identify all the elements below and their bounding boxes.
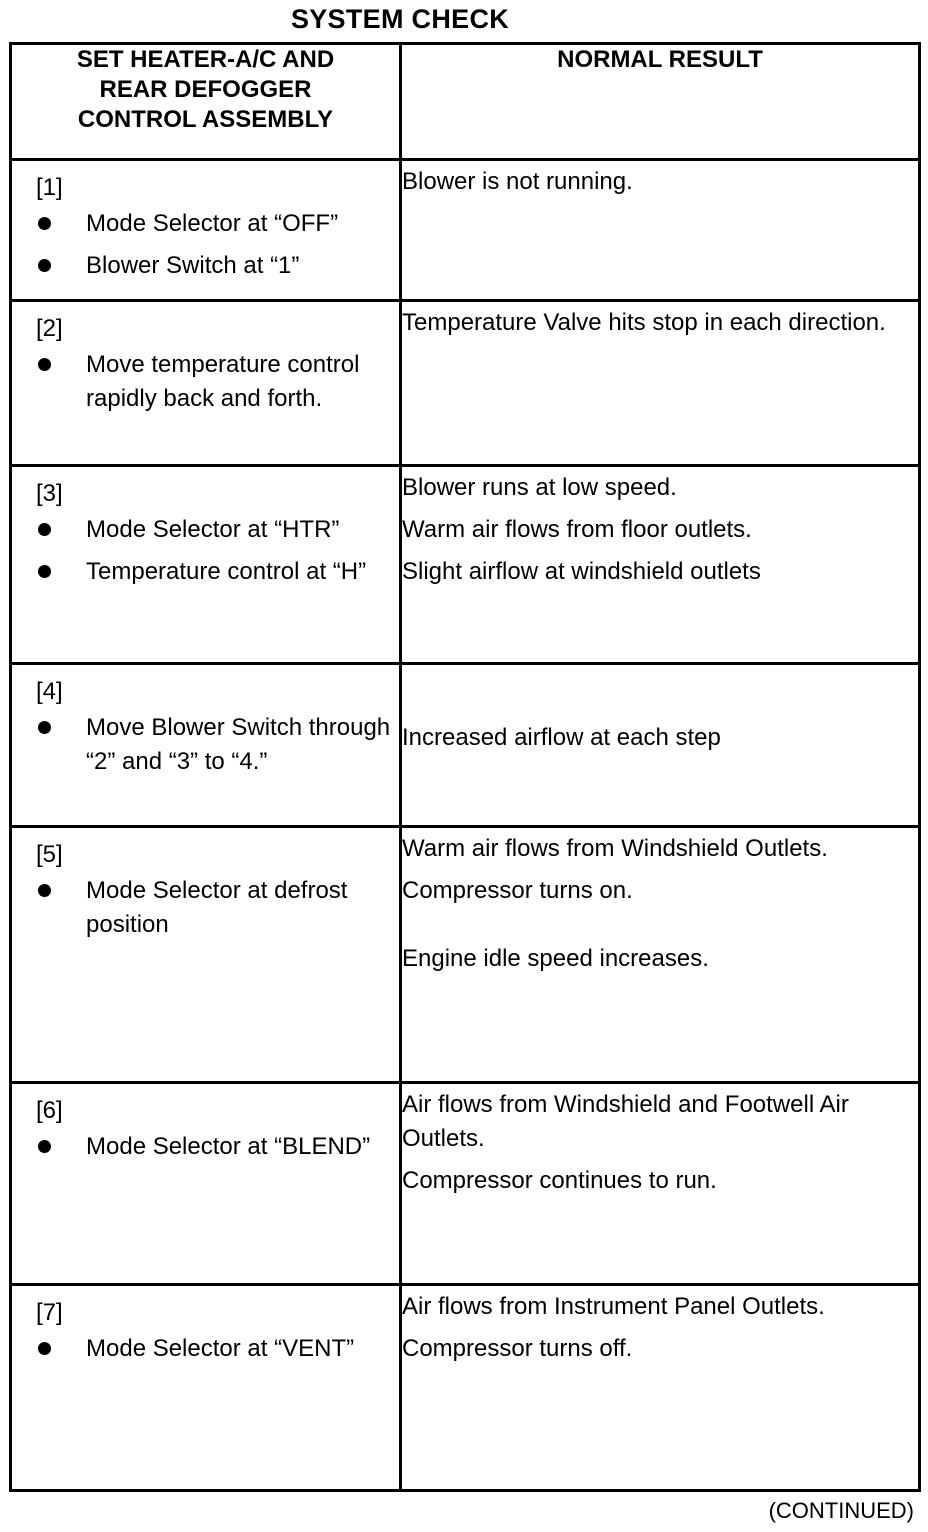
bullet-item (12, 513, 399, 547)
step-bullets (12, 207, 399, 283)
bullet-text: Move Blower Switch through “2” and “3” to “4.” (86, 714, 391, 775)
bullet-text: Mode Selector at “VENT” (86, 1335, 355, 1362)
result-text: Increased airflow at each step (402, 724, 721, 751)
result-cell (401, 466, 920, 664)
header-line: CONTROL ASSEMBLY (77, 106, 334, 133)
bullet-item (12, 555, 399, 589)
result-text: Compressor turns off. (402, 1335, 633, 1362)
step-bullets (12, 711, 399, 779)
step-bullets (12, 513, 399, 589)
result-text: Warm air flows from Windshield Outlets. (402, 835, 828, 862)
bullet-text: Blower Switch at “1” (86, 252, 300, 279)
result-text: Blower runs at low speed. (402, 474, 677, 501)
bullet-icon (38, 1140, 51, 1153)
result-text: Compressor continues to run. (402, 1167, 717, 1194)
table-row (11, 301, 920, 466)
step-bullets (12, 348, 399, 416)
table-row (11, 1285, 920, 1491)
bullet-item (12, 711, 399, 779)
result-text: Compressor turns on. (402, 877, 633, 904)
bullet-text: Mode Selector at “HTR” (86, 516, 340, 543)
continued-note: (CONTINUED) (768, 1498, 914, 1523)
step-cell (11, 827, 401, 1083)
header-control-assembly (11, 44, 401, 160)
bullet-item (12, 249, 399, 283)
bullet-text: Mode Selector at defrost position (86, 877, 348, 938)
step-cell (11, 160, 401, 301)
table-header-row (11, 44, 920, 160)
bullet-item (12, 1130, 399, 1164)
table-row (11, 1083, 920, 1285)
bullet-text: Temperature control at “H” (86, 558, 367, 585)
step-number: [4] (36, 678, 63, 705)
bullet-text: Mode Selector at “OFF” (86, 210, 339, 237)
step-cell (11, 466, 401, 664)
step-cell (11, 301, 401, 466)
result-cell (401, 664, 920, 827)
bullet-icon (38, 884, 51, 897)
header-line: REAR DEFOGGER (99, 76, 312, 103)
result-text: Engine idle speed increases. (402, 945, 709, 972)
bullet-icon (38, 358, 51, 371)
step-number: [2] (36, 315, 63, 342)
table-row (11, 827, 920, 1083)
table-row (11, 466, 920, 664)
bullet-item (12, 1332, 399, 1366)
bullet-item (12, 348, 399, 416)
bullet-icon (38, 259, 51, 272)
step-bullets (12, 874, 399, 942)
step-bullets (12, 1332, 399, 1366)
result-text: Air flows from Instrument Panel Outlets. (402, 1293, 825, 1320)
table-row (11, 664, 920, 827)
bullet-item (12, 207, 399, 241)
result-cell (401, 301, 920, 466)
step-number: [1] (36, 174, 63, 201)
step-number: [6] (36, 1097, 63, 1124)
result-text: Blower is not running. (402, 168, 633, 195)
bullet-icon (38, 1342, 51, 1355)
result-text: Slight airflow at windshield outlets (402, 558, 761, 585)
step-number: [5] (36, 841, 63, 868)
system-check-table (9, 42, 921, 1492)
bullet-text: Mode Selector at “BLEND” (86, 1133, 371, 1160)
bullet-icon (38, 721, 51, 734)
step-cell (11, 664, 401, 827)
document-title: SYSTEM CHECK (290, 4, 510, 34)
table-row (11, 160, 920, 301)
step-cell (11, 1083, 401, 1285)
step-bullets (12, 1130, 399, 1164)
header-normal-result: NORMAL RESULT (401, 44, 920, 160)
step-number: [3] (36, 480, 63, 507)
header-line: SET HEATER-A/C AND (76, 46, 335, 73)
step-cell (11, 1285, 401, 1491)
bullet-icon (38, 565, 51, 578)
bullet-icon (38, 523, 51, 536)
result-cell (401, 160, 920, 301)
result-text: Air flows from Windshield and Footwell Air Outlets. (402, 1091, 849, 1152)
bullet-text: Move temperature control rapidly back and forth. (86, 351, 360, 412)
result-text: Temperature Valve hits stop in each direction. (402, 309, 886, 336)
bullet-icon (38, 217, 51, 230)
bullet-item (12, 874, 399, 942)
result-cell (401, 1083, 920, 1285)
step-number: [7] (36, 1299, 63, 1326)
result-text: Warm air flows from floor outlets. (402, 516, 752, 543)
result-cell (401, 1285, 920, 1491)
result-cell (401, 827, 920, 1083)
